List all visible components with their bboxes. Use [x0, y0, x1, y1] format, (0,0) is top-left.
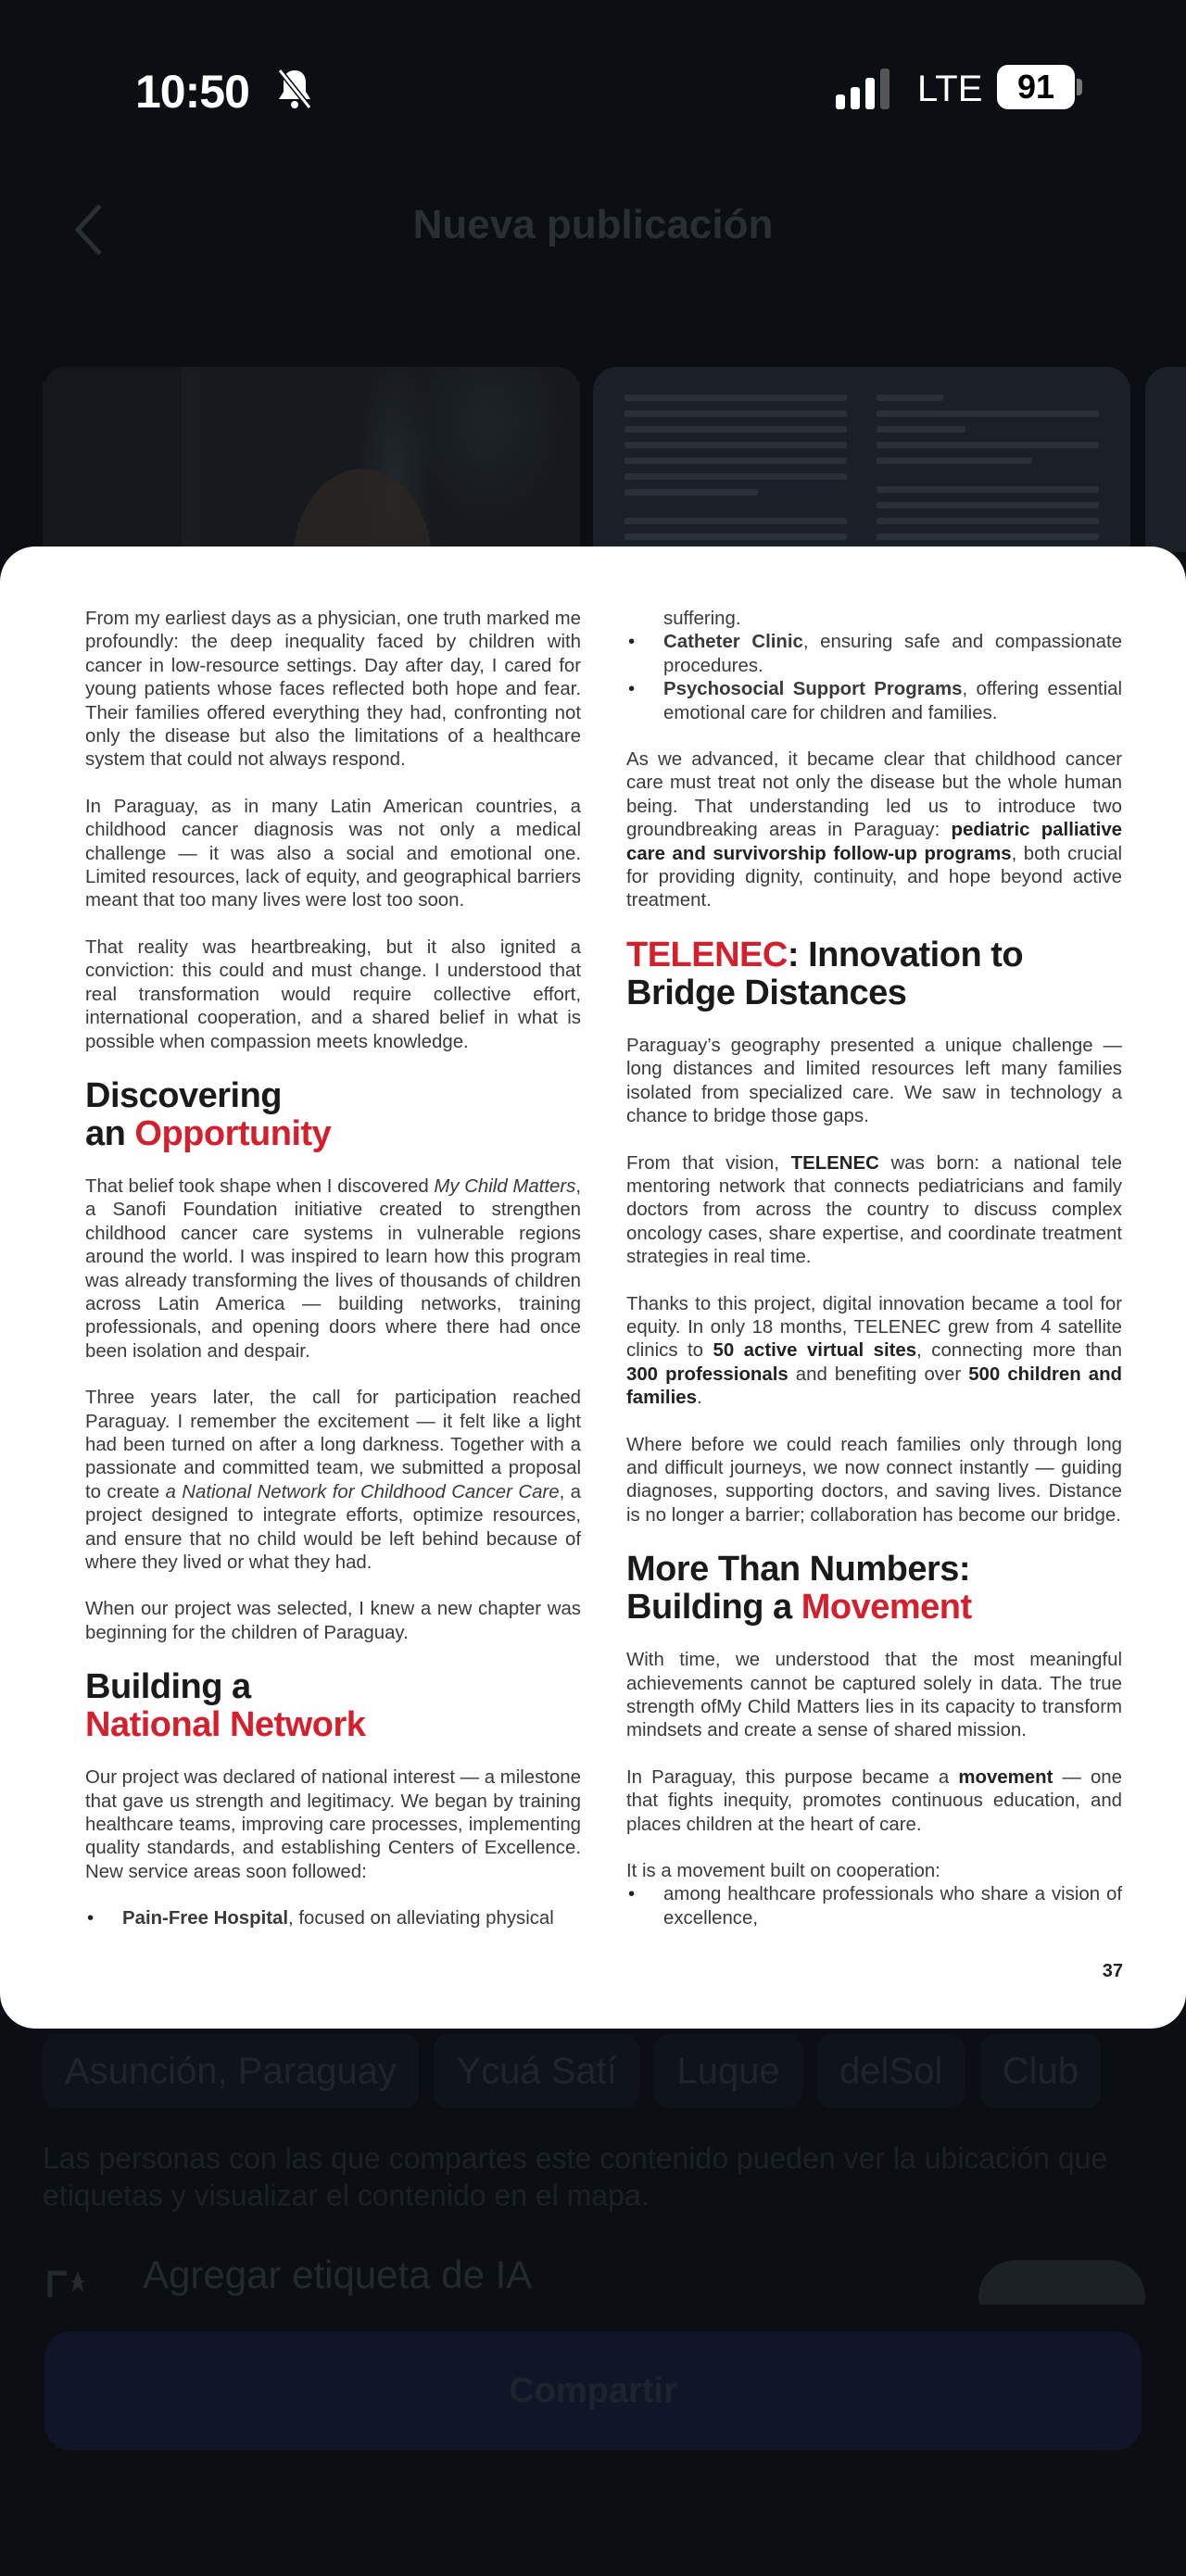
- location-chip[interactable]: delSol: [817, 2034, 965, 2108]
- list-item: • Pain-Free Hospital, focused on alleviating physical: [85, 1907, 581, 1930]
- media-thumbnail-next[interactable]: [1145, 367, 1186, 552]
- paragraph: In Paraguay, this purpose became a movement — one that fights inequity, promotes continuous education, and places children at the heart of care.: [626, 1766, 1122, 1835]
- list-item-continued: suffering.: [663, 609, 741, 629]
- media-carousel[interactable]: [0, 367, 1186, 552]
- document-column-right: [626, 608, 1122, 1954]
- network-type: LTE: [917, 69, 983, 109]
- paragraph: That belief took shape when I discovered My Child Matters, a Sanofi Foundation initiative created to strengthen childhood cancer care systems in vulnerable regions around the world. I was inspired to learn how this program was already transforming the lives of thousands of children across Latin America — building networks, training professionals, and opening doors where there had once been isolation and despair.: [85, 1175, 581, 1362]
- section-heading-telenec: TELENEC: Innovation to Bridge Distances: [626, 935, 1024, 1012]
- paragraph: As we advanced, it became clear that childhood cancer care must treat not only the disease but the whole human being. That understanding led us to introduce two groundbreaking areas in Paraguay: pediatric palliative care and survivorship follow-up programs, both crucial for providing dignity, continuity, and hope beyond active treatment.: [626, 749, 1122, 911]
- list-item: • Catheter Clinic, ensuring safe and compassionate procedures.: [626, 631, 1122, 678]
- media-thumbnail-document[interactable]: [593, 367, 1130, 552]
- location-chip[interactable]: Luque: [654, 2034, 801, 2108]
- location-chip[interactable]: Asunción, Paraguay: [43, 2034, 419, 2108]
- bullet-list: [626, 1883, 1122, 1930]
- list-item: • Psychosocial Support Programs, offering essential emotional care for children and families.: [626, 678, 1122, 725]
- location-chip[interactable]: Club: [980, 2034, 1101, 2108]
- paragraph: Our project was declared of national interest — a milestone that gave us strength and legitimacy. We began by training healthcare teams, improving care processes, implementing quality standards, and establishing Centers of Excellence. New service areas soon followed:: [85, 1767, 581, 1882]
- paragraph: In Paraguay, as in many Latin American countries, a childhood cancer diagnosis was not only a medical challenge — it was also a social and emotional one. Limited resources, lack of equity, and geographical barriers meant that too many lives were lost too soon.: [85, 796, 581, 911]
- ai-label-text: Agregar etiqueta de IA: [143, 2253, 533, 2296]
- paragraph: When our project was selected, I knew a new chapter was beginning for the children of Paraguay.: [85, 1599, 581, 1643]
- media-thumbnail-photo[interactable]: [43, 367, 580, 552]
- paragraph: Thanks to this project, digital innovation became a tool for equity. In only 18 months, TELENEC grew from 4 satellite clinics to 50 active virtual sites, connecting more than 300 professionals and benefiting over 500 children and families.: [626, 1293, 1123, 1409]
- section-heading-movement: More Than Numbers: Building a Movement: [626, 1550, 972, 1627]
- list-item: • among healthcare professionals who share a vision of excellence,: [626, 1883, 1122, 1930]
- paragraph: From that vision, TELENEC was born: a national tele mentoring network that connects pediatricians and family doctors from across the country to discuss complex oncology cases, share expertise, and coordinate treatment strategies in real time.: [626, 1152, 1122, 1268]
- bell-slash-icon: [274, 67, 315, 111]
- location-privacy-note: Las personas con las que compartes este contenido pueden ver la ubicación que etiquetas y visualizar el contenido en el mapa.: [43, 2142, 1108, 2212]
- ai-label-row[interactable]: [43, 2253, 1145, 2305]
- page-title: Nueva publicación: [412, 202, 774, 247]
- section-heading-network: Building a National Network: [85, 1667, 366, 1745]
- doc-thumb-col-right: [877, 395, 1099, 552]
- cellular-signal-icon: [836, 69, 897, 109]
- status-bar: [0, 56, 1186, 120]
- paragraph: Paraguay’s geography presented a unique challenge — long distances and limited resources left many families isolated from specialized care. We saw in technology a chance to bridge those gaps.: [626, 1035, 1122, 1127]
- page-number: 37: [1102, 1961, 1123, 1981]
- bullet-list: [85, 1907, 581, 1930]
- battery-icon: 91: [997, 65, 1075, 109]
- paragraph: Three years later, the call for participation reached Paraguay. I remember the excitement — it felt like a light had been turned on after a long darkness. Together with a passionate and committed team, we submitted a proposal to create a National Network for Childhood Cancer Care, a project designed to integrate efforts, optimize resources, and ensure that no child would be left behind because of where they lived or what they had.: [85, 1388, 581, 1573]
- location-chip[interactable]: Ycuá Satí: [434, 2034, 638, 2108]
- share-button[interactable]: Compartir: [44, 2331, 1142, 2450]
- ai-label-toggle[interactable]: [978, 2260, 1145, 2305]
- bullet-list: [626, 608, 1122, 725]
- document-page-preview[interactable]: [0, 547, 1186, 2029]
- nav-bar: [0, 185, 1186, 269]
- ai-sparkle-icon: [46, 2266, 87, 2299]
- paragraph: With time, we understood that the most meaningful achievements cannot be captured solely in data. The true strength ofMy Child Matters lies in its capacity to transform mindsets and create a sense of shared mission.: [626, 1650, 1122, 1741]
- document-column-left: [85, 608, 581, 1954]
- battery-nub: [1077, 79, 1082, 95]
- paragraph: That reality was heartbreaking, but it also ignited a conviction: this could and must change. I understood that real transformation would require collective effort, international cooperation, and a shared belief in what is possible when compassion meets knowledge.: [85, 936, 581, 1052]
- paragraph: It is a movement built on cooperation:: [626, 1861, 940, 1882]
- section-heading-discovering: Discovering an Opportunity: [85, 1075, 332, 1153]
- paragraph: Where before we could reach families only through long and difficult journeys, we now connect instantly — guiding diagnoses, supporting doctors, and saving lives. Distance is no longer a barrier; collaboration has become our bridge.: [626, 1434, 1122, 1526]
- status-time: 10:50: [135, 66, 249, 118]
- paragraph: From my earliest days as a physician, one truth marked me profoundly: the deep inequality faced by children with cancer in low-resource settings. Day after day, I cared for young patients whose faces reflected both hope and fear. Their families offered everything they had, confronting not only the disease but also the limitations of a healthcare system that could not always respond.: [85, 609, 581, 771]
- location-chips: [43, 2034, 1186, 2112]
- doc-thumb-col-left: [625, 395, 847, 552]
